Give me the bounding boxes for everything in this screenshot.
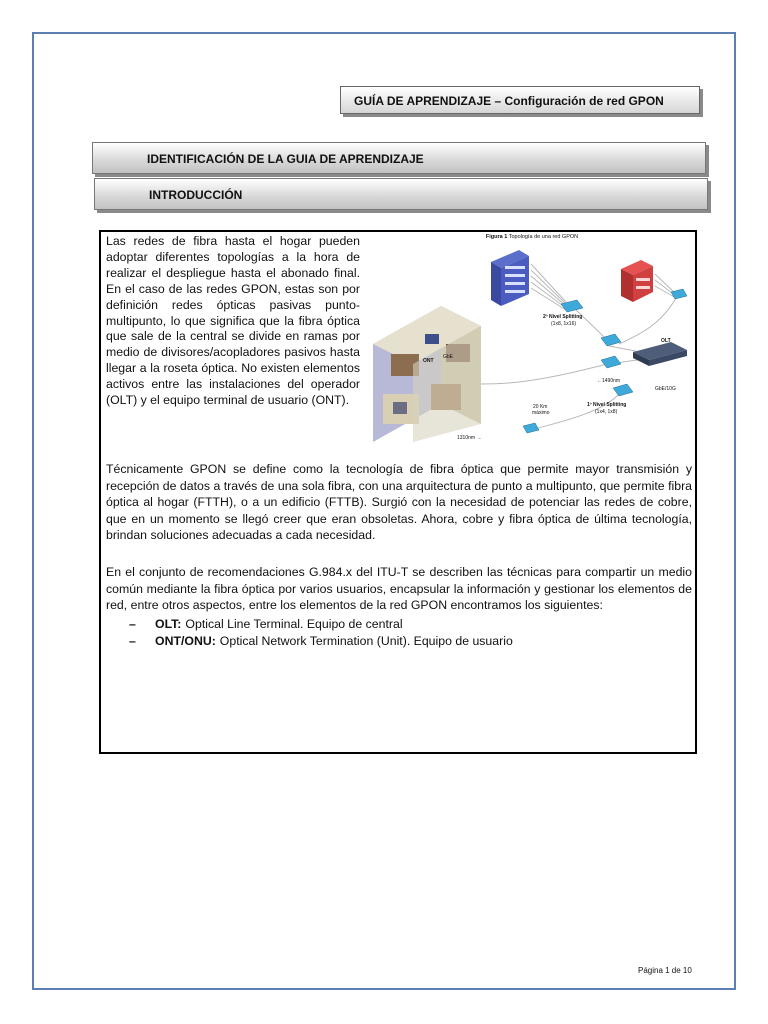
page-number: Página 1 de 10 xyxy=(638,966,692,975)
figure-caption xyxy=(371,234,693,240)
label-olt: OLT xyxy=(661,338,671,344)
bullet-list xyxy=(129,616,689,649)
label-wavelength-down: ←1490nm xyxy=(597,378,621,384)
house-illustration xyxy=(373,306,481,442)
label-level1-ratio: (1x4, 1x8) xyxy=(595,409,618,415)
office-building-red xyxy=(621,260,653,302)
label-level2: 2º Nivel Splitting xyxy=(543,314,583,320)
label-ont: ONT xyxy=(423,358,434,364)
bullet-term: ONT/ONU: xyxy=(155,633,216,648)
gpon-diagram xyxy=(371,234,693,442)
bullet-text: Optical Network Termination (Unit). Equipo de usuario xyxy=(219,633,513,648)
figure-caption-label: Figura 1 xyxy=(485,234,508,240)
list-item xyxy=(129,633,689,650)
label-distance: 20 Km xyxy=(533,404,548,410)
paragraph-3: En el conjunto de recomendaciones G.984.x del ITU-T se describen las técnicas para compartir un medio común mediante la fibra óptica por varios usuarios, encapsular la información y gestionar los elementos de red, entre otros aspectos, entre los elementos de la red GPON encontramos los siguientes: xyxy=(106,565,692,613)
bullet-term: OLT: xyxy=(155,617,182,631)
label-level2-ratio: (1x8, 1x16) xyxy=(551,321,577,327)
section-identification: IDENTIFICACIÓN DE LA GUIA DE APRENDIZAJE xyxy=(92,142,706,174)
label-level1: 1º Nivel Splitting xyxy=(587,402,627,408)
gpon-topology-figure xyxy=(371,234,693,442)
bullet-dash: – xyxy=(129,617,136,631)
office-building-blue xyxy=(491,250,529,306)
intro-paragraph: Las redes de fibra hasta el hogar pueden adoptar diferentes topologías a la hora de realizar el despliegue hasta el abonado final. En el caso de las redes GPON, estas son por definición redes ópticas pasivas punto-multipunto, lo que significa que la fibra óptica que sale de la central se divide en ramas por medio de divisores/acopladores pasivos hasta llegar a la roseta óptica. No existen elementos activos entre las instalaciones del operador (OLT) y el equipo terminal de usuario (ONT). xyxy=(106,234,360,408)
label-distance-sub: máximo xyxy=(532,410,550,416)
olt-device xyxy=(633,342,687,366)
label-wavelength-up: 1310nm → xyxy=(457,435,482,441)
list-item xyxy=(129,616,689,633)
bullet-dash: – xyxy=(129,633,136,648)
content-box xyxy=(99,230,697,754)
bullet-text: Optical Line Terminal. Equipo de central xyxy=(185,617,403,631)
label-gbe: GbE/10G xyxy=(655,386,676,392)
section-introduction: INTRODUCCIÓN xyxy=(94,178,708,210)
document-title: GUÍA DE APRENDIZAJE – Configuración de red GPON xyxy=(340,86,700,114)
paragraph-2: Técnicamente GPON se define como la tecnología de fibra óptica que permite mayor transmisión y recepción de datos a través de una sola fibra, con una arquitectura de punto a multipunto, que permite fibra óptica al hogar (FTTH), o a un edificio (FTTB). Surgió con la necesidad de potenciar las redes de cobre, que en un momento se llegó creer que eran obsoletas. Ahora, cobre y fibra óptica de última tecnología, brindan soluciones adecuadas a cada necesidad. xyxy=(106,462,692,543)
figure-caption-text: Topología de una red GPON xyxy=(508,234,579,240)
label-gbe-small: GbE xyxy=(443,354,454,360)
